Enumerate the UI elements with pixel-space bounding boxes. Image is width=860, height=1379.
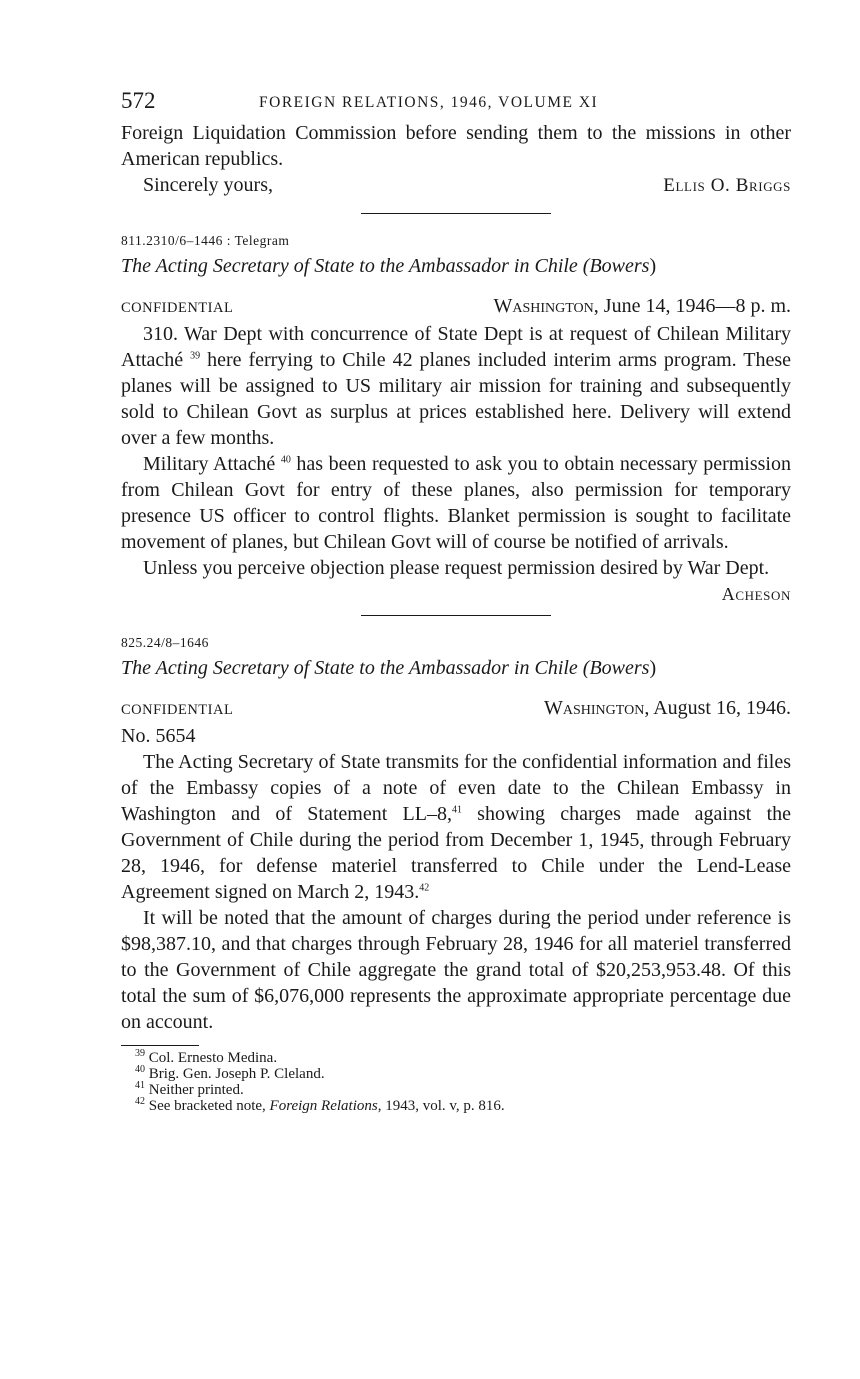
dateline-place: Washington bbox=[544, 697, 645, 719]
footnote-number: 41 bbox=[135, 1080, 145, 1091]
document-title bbox=[121, 253, 791, 279]
title-text: The Acting Secretary of State to the Ambassador in Chile ( bbox=[121, 255, 590, 277]
closing-salutation: Sincerely yours, bbox=[143, 174, 273, 196]
footnote-text: Neither printed. bbox=[145, 1082, 244, 1098]
title-text: The Acting Secretary of State to the Ambassador in Chile ( bbox=[121, 657, 590, 679]
footnote-42 bbox=[135, 1098, 791, 1114]
footnote-39 bbox=[135, 1050, 791, 1066]
footnote-text: , 1943, vol. v, p. 816. bbox=[377, 1098, 505, 1114]
classification-row bbox=[121, 695, 791, 723]
note-paragraph-1 bbox=[121, 749, 791, 905]
footnote-italic-title: Foreign Relations bbox=[269, 1098, 378, 1114]
classification-label: CONFIDENTIAL bbox=[121, 702, 234, 718]
footnote-text: Col. Ernesto Medina. bbox=[145, 1050, 278, 1066]
signature-acheson: Acheson bbox=[721, 584, 791, 604]
title-ambassador-name: Bowers bbox=[589, 255, 650, 277]
footnote-number: 42 bbox=[135, 1096, 145, 1107]
dateline bbox=[493, 293, 791, 319]
previous-closing-row bbox=[121, 172, 791, 199]
title-close: ) bbox=[649, 657, 657, 679]
dateline-place: Washington bbox=[493, 295, 594, 317]
telegram-paragraph-1 bbox=[121, 321, 791, 451]
section-divider bbox=[361, 213, 551, 214]
footnote-ref: 40 bbox=[280, 454, 291, 466]
running-head: FOREIGN RELATIONS, 1946, VOLUME XI bbox=[259, 94, 599, 111]
signature-briggs: Ellis O. Briggs bbox=[663, 175, 791, 196]
page-header bbox=[121, 86, 791, 120]
document-page bbox=[121, 86, 791, 1114]
title-ambassador-name: Bowers bbox=[589, 657, 650, 679]
note-paragraph-2: It will be noted that the amount of charges during the period under reference is $98,387.10, and that charges through February 28, 1946 for all materiel transferred to the Government of Chile aggregate the grand total of $20,253,953.48. Of this total the sum of $6,076,000 represents the approximate appropriate percentage due on account. bbox=[121, 907, 791, 1033]
footnote-text: See bracketed note, bbox=[145, 1098, 270, 1114]
telegram-paragraph-3: Unless you perceive objection please request permission desired by War Dept. bbox=[143, 557, 770, 579]
footnote-text: Brig. Gen. Joseph P. Cleland. bbox=[145, 1066, 325, 1082]
footnote-divider bbox=[121, 1045, 199, 1046]
paragraph-text: has been requested to ask you to obtain necessary permission from Chilean Govt for entry of these planes, also permission for temporary presence US officer to control flights. Blanket permission is sought to facilitate movement of planes, but Chilean Govt will of course be notified of arrivals. bbox=[121, 453, 791, 553]
section-divider bbox=[361, 615, 551, 616]
telegram-paragraph-2 bbox=[121, 451, 791, 555]
footnote-40 bbox=[135, 1066, 791, 1082]
file-id: 811.2310/6–1446 : Telegram bbox=[121, 233, 290, 248]
page-number: 572 bbox=[121, 88, 156, 113]
document-title bbox=[121, 655, 791, 681]
paragraph-text: here ferrying to Chile 42 planes included interim arms program. These planes will be assigned to US military air mission for training and subsequently sold to Chilean Govt as surplus at prices established here. Delivery will extend over a few months. bbox=[121, 349, 792, 449]
footnote-number: 40 bbox=[135, 1064, 145, 1075]
paragraph-text: Military Attaché bbox=[143, 453, 276, 475]
dateline bbox=[544, 695, 791, 721]
footnotes bbox=[121, 1050, 791, 1114]
classification-row bbox=[121, 293, 791, 321]
document-number: No. 5654 bbox=[121, 725, 196, 747]
classification-label: CONFIDENTIAL bbox=[121, 300, 234, 316]
file-id: 825.24/8–1646 bbox=[121, 635, 209, 650]
paragraph-text: 310. War Dept with concurrence of State Dept is at request of Chilean Military Attaché bbox=[121, 323, 791, 371]
footnote-ref: 39 bbox=[190, 350, 201, 362]
footnote-number: 39 bbox=[135, 1048, 145, 1059]
continued-paragraph: Foreign Liquidation Commission before sending them to the missions in other American republics. bbox=[121, 122, 791, 170]
paragraph-text: showing charges made against the Government of Chile during the period from December 1, 1945, through February 28, 1946, for defense materiel transferred to Chile under the Lend-Lease Agreement signed on March 2, 1943. bbox=[121, 803, 791, 903]
footnote-ref: 42 bbox=[419, 882, 430, 894]
footnote-ref: 41 bbox=[451, 804, 462, 816]
paragraph-text: The Acting Secretary of State transmits for the confidential information and files of the Embassy copies of a note of even date to the Chilean Embassy in Washington and of Statement LL–8, bbox=[121, 751, 791, 825]
dateline-date: , June 14, 1946—8 p. m. bbox=[593, 295, 791, 317]
dateline-date: , August 16, 1946. bbox=[644, 697, 791, 719]
title-close: ) bbox=[649, 255, 657, 277]
footnote-41 bbox=[135, 1082, 791, 1098]
